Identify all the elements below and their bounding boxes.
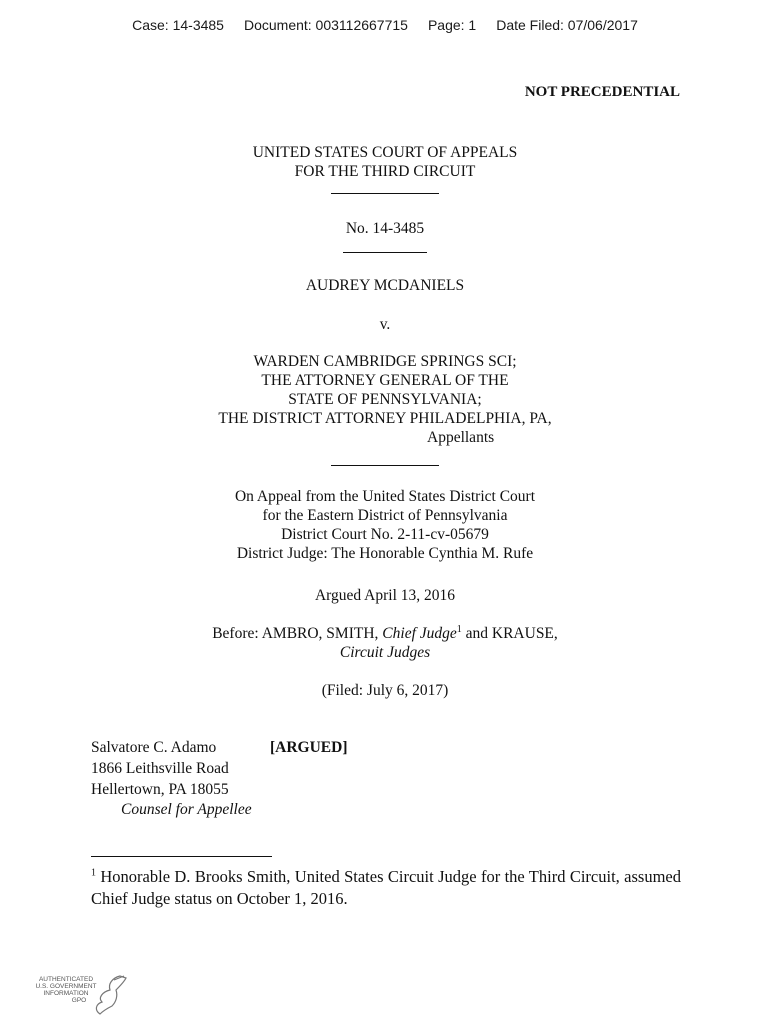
circuit-judges-label: Circuit Judges [339,644,431,661]
panel-line [0,624,770,644]
gpo-authentication-seal [34,972,134,1018]
panel-suffix: and KRAUSE, [461,625,558,642]
chief-judge-label: Chief Judge [382,625,457,642]
footnote-separator [91,856,272,857]
case-number: Case: 14-3485 [132,17,224,33]
appeal-info-line: District Court No. 2-11-cv-05679 [281,526,489,543]
document-number: Document: 003112667715 [243,17,408,33]
appeal-info-line: for the Eastern District of Pennsylvania [262,507,508,524]
appellant-line: STATE OF PENNSYLVANIA; [288,391,482,408]
page-number: Page: 1 [427,17,477,33]
panel-prefix: Before: AMBRO, SMITH, [212,625,383,642]
appellant-line: WARDEN CAMBRIDGE SPRINGS SCI; [253,353,517,370]
footnote [91,866,681,910]
appellant-line: THE DISTRICT ATTORNEY PHILADELPHIA, PA, [218,410,552,427]
footnote-number: 1 [91,867,96,879]
divider [343,252,427,253]
counsel-address-line2: Hellertown, PA 18055 [91,781,229,798]
date-filed: Date Filed: 07/06/2017 [496,17,638,33]
filed-date: (Filed: July 6, 2017) [321,682,449,699]
eagle-icon [90,972,130,1018]
argued-date: Argued April 13, 2016 [314,587,456,604]
counsel-address-line1: 1866 Leithsville Road [91,760,229,777]
filing-header [0,17,770,33]
counsel-role: Counsel for Appellee [121,801,252,818]
footnote-text: Honorable D. Brooks Smith, United States Circuit Judge for the Third Circuit, assumed Chief Judge status on October 1, 2016. [91,867,681,908]
seal-text: AUTHENTICATED U.S. GOVERNMENT INFORMATION GPO [35,976,97,1004]
appellant-line: THE ATTORNEY GENERAL OF THE [261,372,509,389]
appellee-name: AUDREY MCDANIELS [305,277,465,294]
footnote-ref: 1 [456,623,462,635]
court-name-line1: UNITED STATES COURT OF APPEALS [252,144,518,161]
precedential-status: NOT PRECEDENTIAL [524,84,680,100]
divider [331,193,439,194]
versus: v. [379,316,391,333]
docket-number: No. 14-3485 [345,220,425,237]
appeal-info-line: On Appeal from the United States District Court [234,488,536,505]
counsel-name: Salvatore C. Adamo [91,739,217,756]
appellants-label: Appellants [427,429,495,446]
argued-tag: [ARGUED] [270,739,348,756]
divider [331,465,439,466]
court-name-line2: FOR THE THIRD CIRCUIT [294,163,476,180]
appeal-info-line: District Judge: The Honorable Cynthia M. Rufe [236,545,534,562]
